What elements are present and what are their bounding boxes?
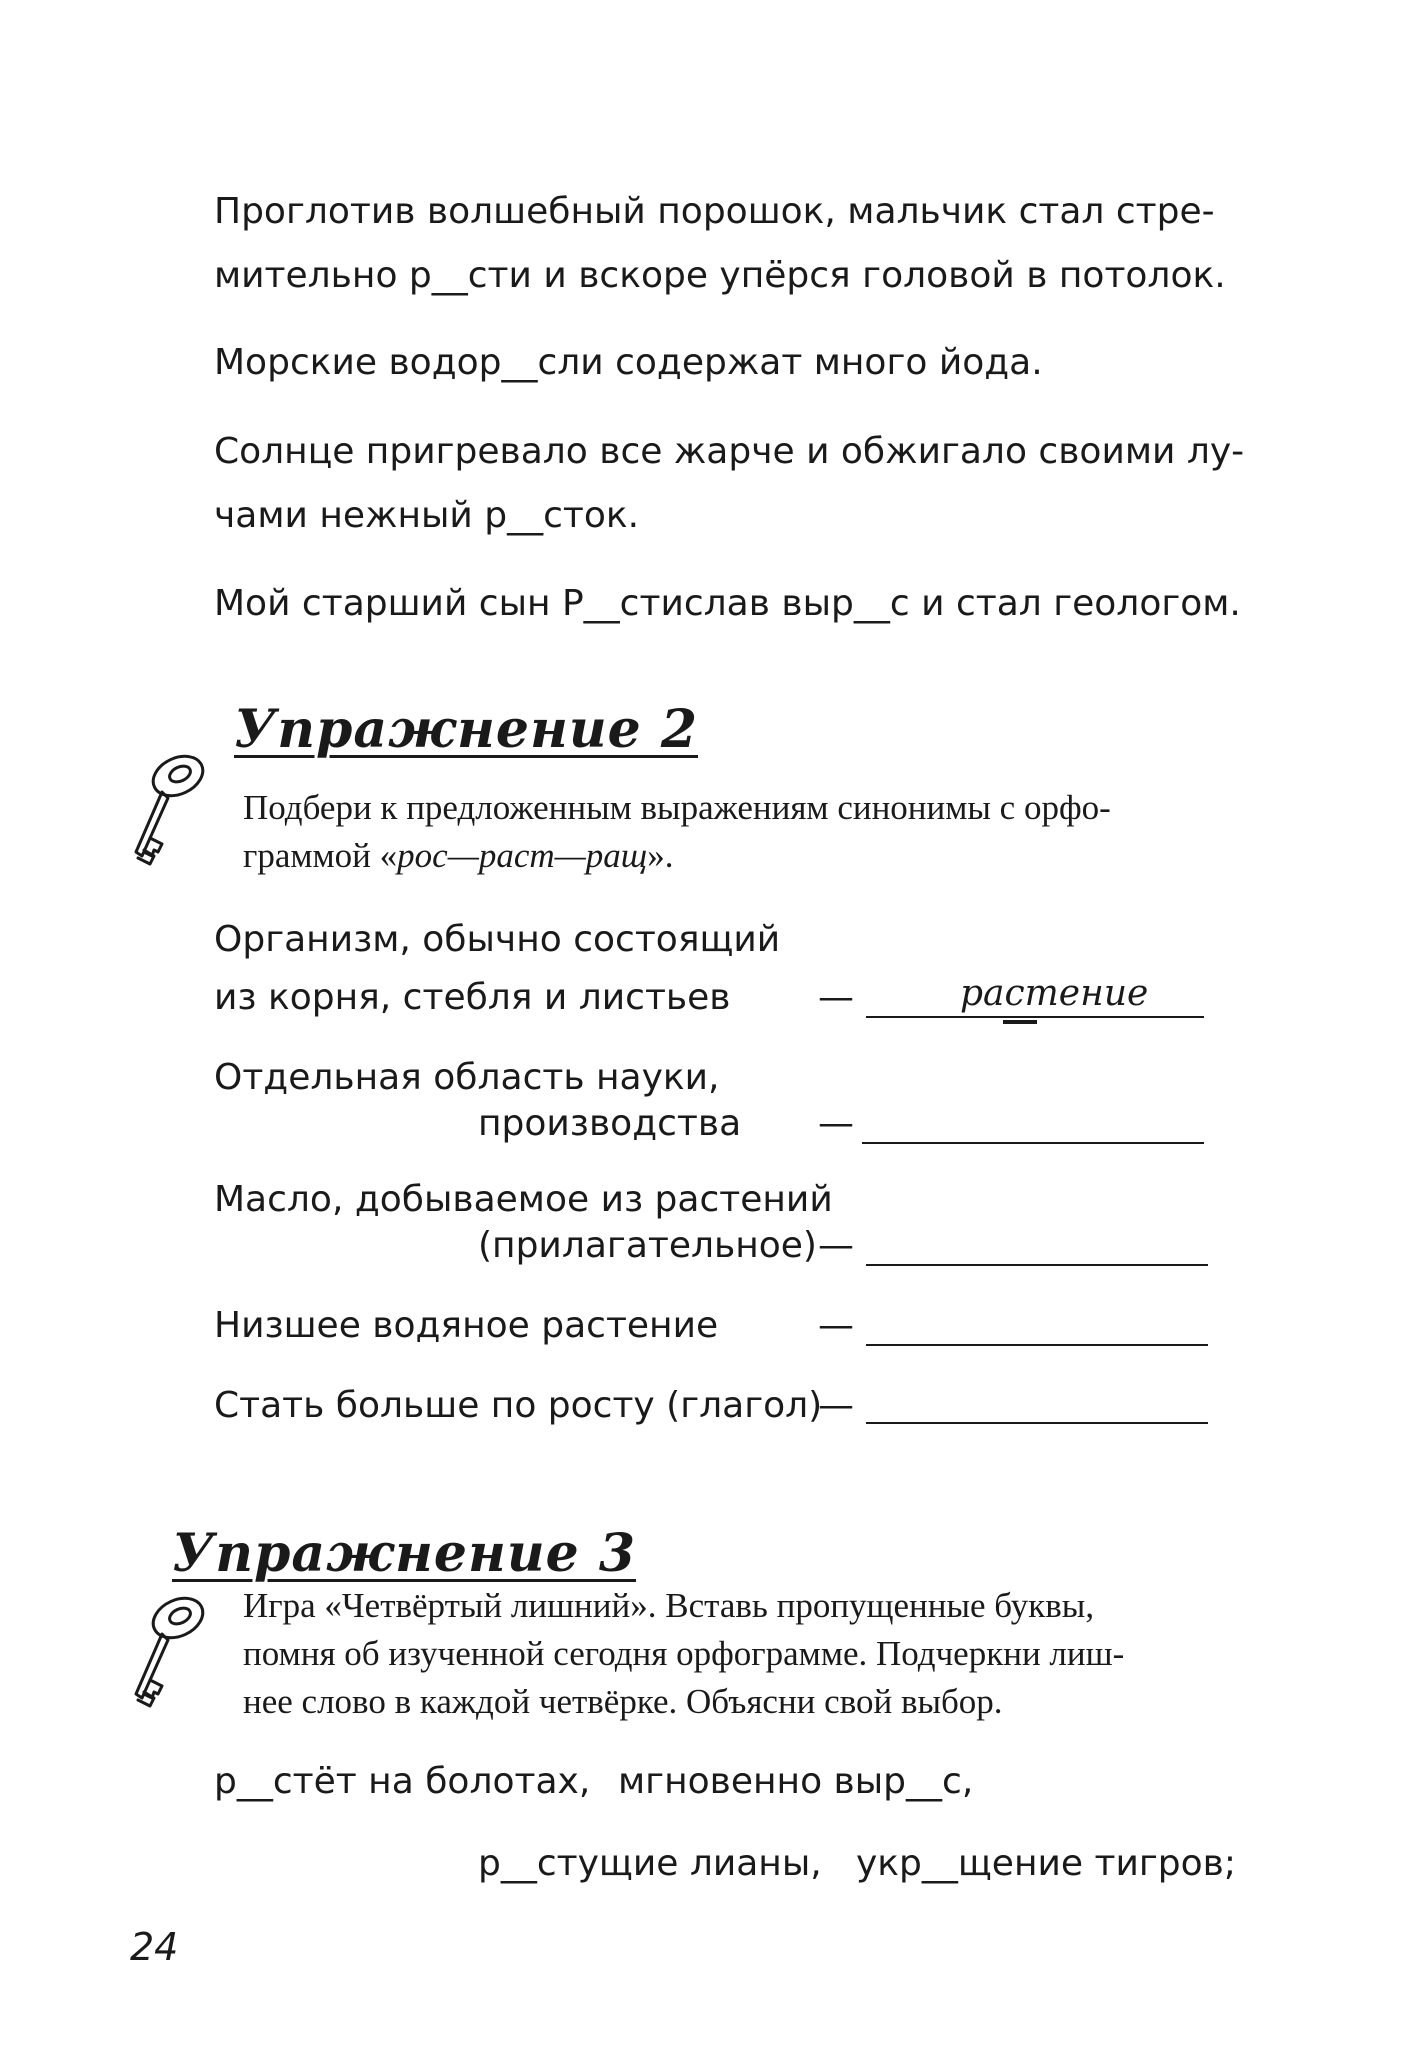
exercise-2-instruction-line-1: Подбери к предложенным выражениям синонимы с орфо- xyxy=(243,788,1111,827)
exercise-3-instruction-line-1: Игра «Четвёртый лишний». Вставь пропущенные буквы, xyxy=(243,1586,1095,1625)
synonym-item-5-dash: — xyxy=(818,1385,854,1426)
exercise-3-instruction-line-2: помня об изученной сегодня орфограмме. Подчеркни лиш- xyxy=(243,1634,1125,1673)
key-icon xyxy=(128,752,214,874)
synonym-item-4-line-1: Низшее водяное растение xyxy=(214,1305,719,1346)
synonym-item-1-line-2: из корня, стебля и листьев xyxy=(214,977,731,1018)
synonym-item-1-dash: — xyxy=(818,977,854,1018)
exercise1-line-5: чами нежный р__сток. xyxy=(214,495,640,536)
synonym-item-4-blank[interactable] xyxy=(866,1344,1208,1346)
spelling-pattern: рос—раст—ращ xyxy=(397,836,648,875)
instruction-suffix: ». xyxy=(647,836,674,875)
exercise-2-title: Упражнение 2 xyxy=(234,699,699,760)
synonym-item-5-line-1: Стать больше по росту (глагол) xyxy=(214,1385,823,1426)
exercise1-line-1: Проглотив волшебный порошок, мальчик стал стре- xyxy=(214,191,1215,232)
synonym-item-3-line-2: (прилагательное) xyxy=(478,1225,817,1266)
exercise1-line-3: Морские водор__сли содержат много йода. xyxy=(214,342,1043,383)
synonym-item-3-dash: — xyxy=(818,1225,854,1266)
synonym-item-2-line-1: Отдельная область науки, xyxy=(214,1057,720,1098)
synonym-item-2-dash: — xyxy=(818,1103,854,1144)
synonym-item-3-line-1: Масло, добываемое из растений xyxy=(214,1179,833,1220)
exercise-3-title: Упражнение 3 xyxy=(172,1523,637,1584)
word-group-1-item-3: р__стущие лианы, xyxy=(478,1843,822,1884)
synonym-item-1-line-1: Организм, обычно состоящий xyxy=(214,919,781,960)
word-group-1-item-2: мгновенно выр__с, xyxy=(618,1761,974,1802)
synonym-item-5-blank[interactable] xyxy=(866,1422,1208,1424)
word-group-1-item-4: укр__щение тигров; xyxy=(856,1843,1236,1884)
root-underline-mark xyxy=(1003,1020,1037,1024)
key-icon xyxy=(128,1594,214,1716)
instruction-prefix: граммой « xyxy=(243,836,398,875)
exercise1-line-6: Мой старший сын Р__стислав выр__с и стал геологом. xyxy=(214,583,1241,624)
synonym-item-1-answer: растение xyxy=(960,973,1149,1014)
synonym-item-1-blank[interactable] xyxy=(866,1016,1204,1018)
synonym-item-2-line-2: производства xyxy=(478,1103,742,1144)
exercise-3-instruction-line-3: нее слово в каждой четвёрке. Объясни свой выбор. xyxy=(243,1682,1003,1721)
exercise1-line-4: Солнце пригревало все жарче и обжигало своими лу- xyxy=(214,431,1245,472)
word-group-1-item-1: р__стёт на болотах, xyxy=(214,1761,591,1802)
synonym-item-3-blank[interactable] xyxy=(866,1264,1208,1266)
exercise1-line-2: мительно р__сти и вскоре упёрся головой в потолок. xyxy=(214,255,1226,296)
page-number: 24 xyxy=(130,1925,179,1969)
synonym-item-4-dash: — xyxy=(818,1305,854,1346)
synonym-item-2-blank[interactable] xyxy=(862,1142,1204,1144)
exercise-2-instruction-line-2 xyxy=(243,838,673,873)
